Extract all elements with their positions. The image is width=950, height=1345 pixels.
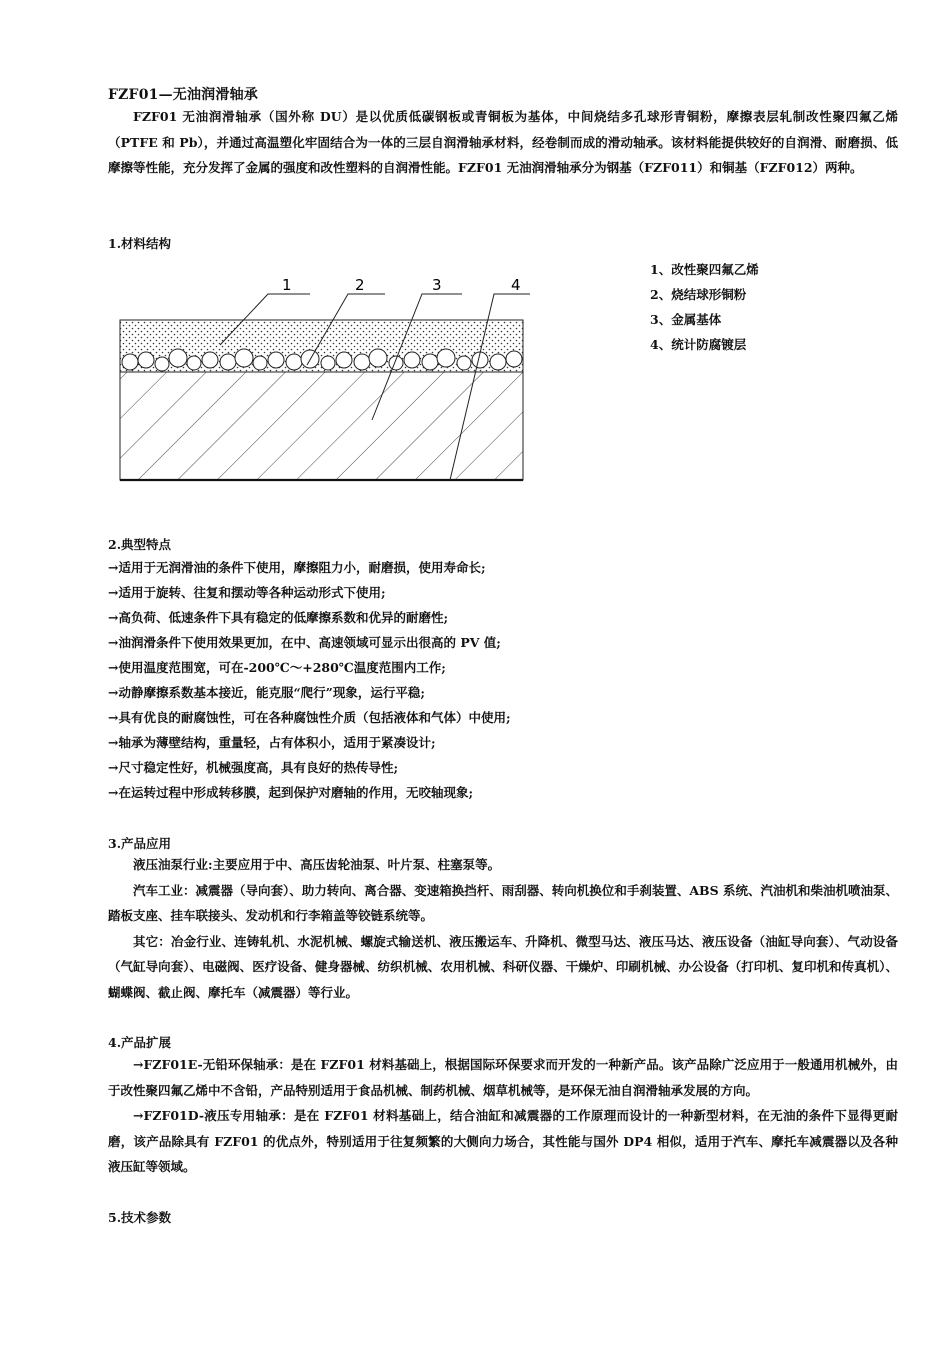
legend-item: 1、改性聚四氟乙烯 [650,262,759,277]
page-title: FZF01—无油润滑轴承 [108,87,258,103]
feature-item: →油润滑条件下使用效果更加，在中、高速领域可显示出很高的 PV 值; [108,635,501,650]
section1-heading: 1.材料结构 [108,236,172,251]
extension-paragraph: →FZF01E-无铅环保轴承：是在 FZF01 材料基础上，根据国际环保要求而开发的一种新产品。该产品除广泛应用于一般通用机械外，由于改性聚四氟乙烯中不含铅，产品特别适用于食品机械、制药机械、烟草机械等，是环保无油自润滑轴承发展的方向。 [108,1057,898,1098]
feature-item: →适用于无润滑油的条件下使用，摩擦阻力小，耐磨损，使用寿命长; [108,560,486,575]
feature-item: →尺寸稳定性好，机械强度高，具有良好的热传导性; [108,760,399,775]
application-paragraph: 其它：冶金行业、连铸轧机、水泥机械、螺旋式输送机、液压搬运车、升降机、微型马达、液压马达、液压设备（油缸导向套）、气动设备（气缸导向套）、电磁阀、医疗设备、健身器械、纺织机械、农用机械、科研仪器、干燥炉、印刷机械、办公设备（打印机、复印机和传真机）、蝴蝶阀、截止阀、摩托车（减震器）等行业。 [108,933,898,1000]
feature-item: →动静摩擦系数基本接近，能克服“爬行”现象，运行平稳; [108,685,425,700]
feature-item: →在运转过程中形成转移膜，起到保护对磨轴的作用，无咬轴现象; [108,785,474,800]
diagram-legend [650,257,759,357]
diagram-label-2: 2 [355,276,365,294]
legend-item: 4、统计防腐镀层 [650,337,747,352]
section3-heading: 3.产品应用 [108,836,172,851]
feature-item: →适用于旋转、往复和摆动等各种运动形式下使用; [108,585,386,600]
applications-paragraphs [108,852,898,1005]
legend-item: 2、烧结球形铜粉 [650,287,747,302]
extension-paragraph: →FZF01D-液压专用轴承：是在 FZF01 材料基础上，结合油缸和减震器的工作原理而设计的一种新型材料，在无油的条件下显得更耐磨，该产品除具有 FZF01 的优点外，特别适用于往复频繁的大侧向力场合，其性能与国外 DP4 相似，适用于汽车、摩托车减震器以及各种液压缸等领域。 [108,1108,898,1174]
intro-text: FZF01 无油润滑轴承（国外称 DU）是以优质低碳钢板或青铜板为基体，中间烧结多孔球形青铜粉，摩擦表层轧制改性聚四氟乙烯（PTFE 和 Pb），并通过高温塑化牢固结合为一体的三层自润滑轴承材料，经卷制而成的滑动轴承。该材料能提供较好的自润滑、耐磨损、低摩擦等性能，充分发挥了金属的强度和改性塑料的自润滑性能。FZF01 无油润滑轴承分为钢基（FZF011）和铜基（FZF012）两种。 [108,109,898,175]
application-paragraph: 液压油泵行业:主要应用于中、高压齿轮油泵、叶片泵、柱塞泵等。 [133,857,501,872]
feature-item: →轴承为薄壁结构，重量轻，占有体积小，适用于紧凑设计; [108,735,436,750]
extension-paragraphs [108,1052,898,1180]
feature-item: →具有优良的耐腐蚀性，可在各种腐蚀性介质（包括液体和气体）中使用; [108,710,511,725]
feature-item: →高负荷、低速条件下具有稳定的低摩擦系数和优异的耐磨性; [108,610,449,625]
features-list [108,555,511,805]
legend-item: 3、金属基体 [650,312,722,327]
material-structure-diagram [110,270,530,490]
application-paragraph: 汽车工业：减震器（导向套）、助力转向、离合器、变速箱换挡杆、雨刮器、转向机换位和手刹装置、ABS 系统、汽油机和柴油机喷油泵、踏板支座、挂车联接头、发动机和行李箱盖等铰链系统等。 [108,882,898,923]
section4-heading: 4.产品扩展 [108,1035,172,1050]
section5-heading: 5.技术参数 [108,1210,172,1225]
feature-item: →使用温度范围宽，可在-200℃～+280℃温度范围内工作; [108,660,446,675]
diagram-label-4: 4 [511,276,521,294]
diagram-label-1: 1 [282,276,292,294]
diagram-label-3: 3 [432,276,442,294]
intro-paragraph [108,104,898,181]
section2-heading: 2.典型特点 [108,537,172,552]
